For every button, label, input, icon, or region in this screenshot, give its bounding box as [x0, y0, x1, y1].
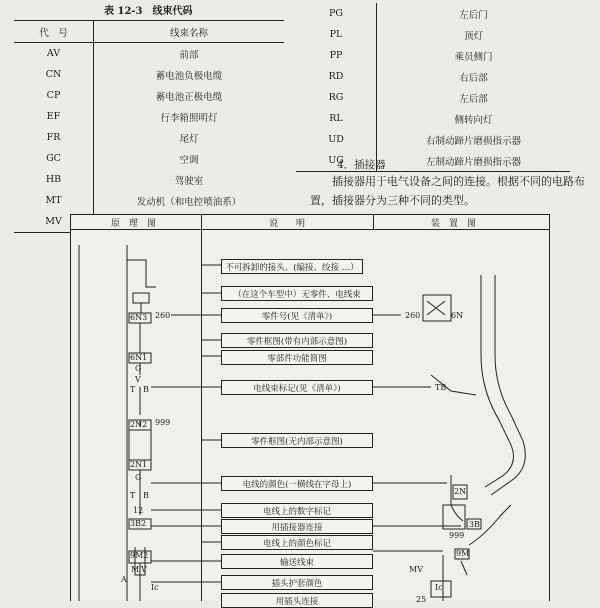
name-cell: 前部 [179, 49, 199, 61]
code-cell: RL [296, 108, 377, 129]
code-cell: PG [296, 3, 377, 24]
table-row [14, 85, 284, 106]
name-cell: 乘员侧门 [454, 51, 493, 63]
name-cell: 空调 [179, 154, 199, 166]
code-cell: CP [14, 85, 94, 106]
schematic-label: M [131, 565, 140, 574]
installation-label: 25 [416, 595, 427, 604]
schematic-label: 6N1 [130, 353, 148, 362]
code-cell: HB [14, 169, 94, 190]
code-cell: EF [14, 106, 94, 127]
installation-label: 6N [451, 311, 464, 320]
desc-box-12: 输送线束 [221, 554, 373, 569]
installation-label: 999 [449, 531, 465, 540]
code-cell: MT [14, 190, 94, 211]
code-cell: MV [14, 211, 94, 233]
code-cell: RD [296, 66, 377, 87]
schematic-label: V [141, 565, 147, 574]
code-cell: UG [296, 150, 377, 172]
schematic-label: 999 [155, 418, 171, 427]
section-paragraph: 插接器用于电气设备之间的连接。根据不同的电路布置，插接器分为三种不同的类型。 [310, 175, 585, 207]
name-cell: 左后部 [459, 93, 488, 105]
name-cell: 蓄电池负极电缆 [155, 70, 223, 82]
name-cell: 右制动蹄片磨损指示器 [425, 135, 521, 147]
code-cell: PP [296, 45, 377, 66]
table-row [14, 106, 284, 127]
code-cell: GC [14, 148, 94, 169]
name-cell: 侧转向灯 [454, 114, 493, 126]
name-cell: 驾驶室 [174, 175, 204, 187]
desc-box-5: 零部件功能简图 [221, 350, 373, 365]
desc-box-2: （在这个车型中）无零件、电线束 [221, 286, 373, 301]
desc-box-13: 插头护套颜色 [221, 575, 373, 590]
installation-label: 9M [456, 549, 470, 558]
desc-box-10: 用插接器连接 [221, 519, 373, 534]
installation-label: 260 [405, 311, 421, 320]
name-cell: 发动机（和电控喷油系） [136, 196, 242, 208]
schematic-label: V [135, 375, 141, 384]
installation-label: MV [409, 565, 423, 574]
schematic-label: 6N3 [130, 313, 148, 322]
table-row [14, 169, 284, 190]
table-row [14, 64, 284, 85]
header-name: 线束名称 [94, 21, 284, 43]
table-row [296, 129, 570, 150]
installation-label: TB [435, 383, 447, 392]
table-row [14, 127, 284, 148]
schematic-label: 9M2 [130, 551, 149, 560]
table-caption: 表 12-3 线束代码 [104, 6, 193, 17]
name-cell: 蓄电池正极电缆 [155, 91, 223, 103]
schematic-label: G [135, 364, 142, 373]
code-cell: CN [14, 64, 94, 85]
schematic-label: 2N2 [130, 420, 148, 429]
schematic-label: G [135, 473, 142, 482]
schematic-label: B [143, 385, 149, 394]
name-cell: 左制动蹄片磨损指示器 [377, 150, 571, 172]
table-row [14, 148, 284, 169]
desc-box-14: 用插头连接 [221, 593, 373, 608]
code-cell: AV [14, 43, 94, 65]
table-row [296, 3, 570, 24]
section-heading: 4．插接器 [337, 159, 386, 171]
schematic-label: B [143, 491, 149, 500]
header-code: 代 号 [14, 21, 94, 43]
schematic-label: 12 [133, 506, 144, 515]
name-cell: 顶灯 [463, 30, 483, 42]
name-cell: 行李箱照明灯 [160, 112, 218, 124]
name-cell: 右后部 [459, 72, 488, 84]
desc-box-6: 电线束标记(见《清单》) [221, 380, 373, 395]
desc-box-3: 零件号(见《清单》) [221, 308, 373, 323]
wire-code-table-right [296, 3, 570, 172]
desc-box-8: 电线的颜色(一横线在字母上) [221, 476, 373, 491]
desc-box-7: 零件框图(无内部示意图) [221, 433, 373, 448]
wire-code-table-left [14, 20, 284, 233]
desc-box-9: 电线上的数字标记 [221, 503, 373, 518]
table-row [296, 108, 570, 129]
header-description: 说 明 [269, 219, 306, 229]
desc-box-4: 零件框图(带有内部示意图) [221, 333, 373, 348]
header-installation: 装 置 图 [431, 219, 477, 229]
table-row [14, 190, 284, 211]
name-cell: 左后门 [459, 9, 488, 21]
installation-label: Ic [435, 583, 443, 592]
installation-label: 3B [469, 520, 480, 529]
table-row [296, 87, 570, 108]
schematic-label: A [121, 575, 127, 584]
table-row [296, 24, 570, 45]
schematic-label: 260 [155, 311, 171, 320]
installation-label: 2N [454, 487, 467, 496]
schematic-label: 3B2 [130, 519, 147, 528]
schematic-label: T [130, 491, 136, 500]
header-schematic: 原 理 图 [111, 219, 157, 229]
schematic-label: 2N1 [130, 460, 148, 469]
code-cell: UD [296, 129, 377, 150]
name-cell: 尾灯 [179, 133, 199, 145]
desc-box-11: 电线上的颜色标记 [221, 535, 373, 550]
schematic-label: T [130, 385, 136, 394]
code-cell: PL [296, 24, 377, 45]
schematic-label: Ic [151, 583, 159, 592]
table-row [14, 43, 284, 65]
connector-legend-diagram [70, 214, 550, 607]
code-cell: FR [14, 127, 94, 148]
code-cell: RG [296, 87, 377, 108]
table-row [296, 45, 570, 66]
table-row [296, 66, 570, 87]
desc-box-1: 不可拆卸的接头、(编接、绞接 …） [221, 259, 363, 274]
